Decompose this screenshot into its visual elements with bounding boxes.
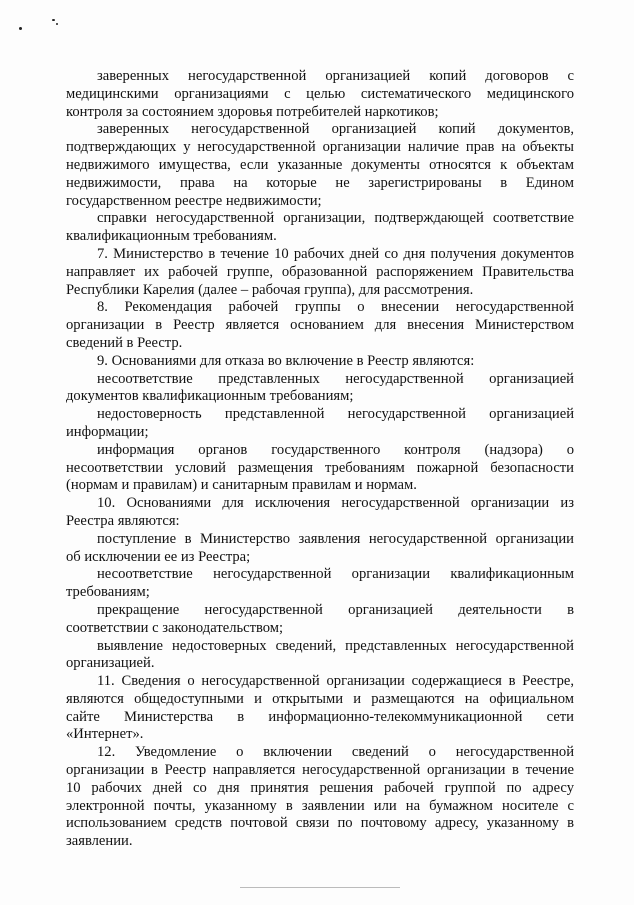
text-line: являются общедоступными и открытыми и размещаются на официальном [66, 690, 574, 707]
document-body [66, 68, 574, 851]
paragraph [66, 406, 574, 442]
scan-speck [56, 23, 58, 25]
text-line: выявление недостоверных сведений, представленных негосударственной [97, 637, 574, 654]
text-line: сведений в Реестр. [66, 334, 183, 351]
paragraph [66, 246, 574, 299]
paragraph [66, 371, 574, 407]
text-line: организации в Реестр направляется негосударственной организации в течение [66, 762, 574, 779]
text-line: квалификационным требованиям. [66, 228, 277, 245]
text-line: заверенных негосударственной организацией копий документов, [97, 121, 574, 138]
text-line: Республики Карелия (далее – рабочая группа), для рассмотрения. [66, 281, 474, 298]
text-line: использованием средств почтовой связи по почтовому адресу, указанному в [66, 815, 574, 832]
text-line: Реестра являются: [66, 512, 180, 529]
text-line: 8. Рекомендация рабочей группы о внесении негосударственной [97, 299, 574, 316]
text-line: 9. Основаниями для отказа во включение в Реестр являются: [97, 352, 475, 369]
text-line: документов квалификационным требованиям; [66, 388, 354, 405]
text-line: недвижимости, права на которые не зарегистрированы в Едином [66, 174, 574, 191]
text-line: заверенных негосударственной организацией копий договоров с [97, 68, 574, 84]
paragraph [66, 638, 574, 674]
text-line: подтверждающих у негосударственной организации наличие прав на объекты [66, 139, 574, 156]
paragraph [66, 442, 574, 495]
text-line: требованиям; [66, 584, 150, 601]
scan-edge-line [240, 887, 400, 888]
text-line: организации в Реестр является основанием для внесения Министерством [66, 317, 574, 334]
paragraph [66, 121, 574, 210]
text-line: несоответствие представленных негосударственной организацией [97, 370, 574, 387]
text-line: недвижимого имущества, если указанные документы относятся к объектам [66, 156, 574, 173]
paragraph [66, 602, 574, 638]
text-line: несоответствие негосударственной организации квалификационным [97, 566, 574, 583]
text-line: недостоверность представленной негосударственной организацией [97, 406, 574, 423]
text-line: справки негосударственной организации, подтверждающей соответствие [97, 210, 574, 227]
paragraph [66, 744, 574, 851]
text-line: 12. Уведомление о включении сведений о негосударственной [97, 744, 574, 761]
text-line: соответствии с законодательством; [66, 619, 284, 636]
paragraph [66, 495, 574, 531]
paragraph [66, 531, 574, 567]
text-line: несоответствии условий размещения требованиям пожарной безопасности [66, 459, 574, 476]
text-line: заявлении. [66, 833, 133, 850]
text-line: прекращение негосударственной организацией деятельности в [97, 601, 574, 618]
scan-speck [52, 19, 55, 21]
paragraph [66, 68, 574, 121]
paragraph [66, 353, 574, 371]
text-line: 10 рабочих дней со дня принятия решения рабочей группой по адресу [66, 779, 574, 796]
text-line: 10. Основаниями для исключения негосударственной организации из [97, 495, 574, 512]
scan-speck [19, 27, 22, 30]
text-line: 11. Сведения о негосударственной организации содержащиеся в Реестре, [97, 673, 574, 690]
paragraph [66, 673, 574, 744]
text-line: «Интернет». [66, 726, 144, 743]
text-line: организацией. [66, 655, 155, 672]
text-line: медицинскими организациями с целью систематического медицинского [66, 85, 574, 102]
paragraph [66, 299, 574, 352]
paragraph [66, 566, 574, 602]
text-line: 7. Министерство в течение 10 рабочих дней со дня получения документов [97, 245, 574, 262]
text-line: контроля за состоянием здоровья потребителей наркотиков; [66, 103, 439, 120]
text-line: государственном реестре недвижимости; [66, 192, 322, 209]
text-line: об исключении ее из Реестра; [66, 548, 251, 565]
text-line: электронной почты, указанному в заявлении или на бумажном носителе с [66, 797, 574, 814]
paragraph [66, 210, 574, 246]
text-line: информации; [66, 423, 149, 440]
text-line: (нормам и правилам) и санитарным правилам и нормам. [66, 477, 417, 494]
text-line: направляет их рабочей группе, образованной распоряжением Правительства [66, 263, 574, 280]
text-line: сайте Министерства в информационно-телекоммуникационной сети [66, 708, 574, 725]
text-line: поступление в Министерство заявления негосударственной организации [97, 530, 574, 547]
text-line: информация органов государственного контроля (надзора) о [97, 441, 574, 458]
